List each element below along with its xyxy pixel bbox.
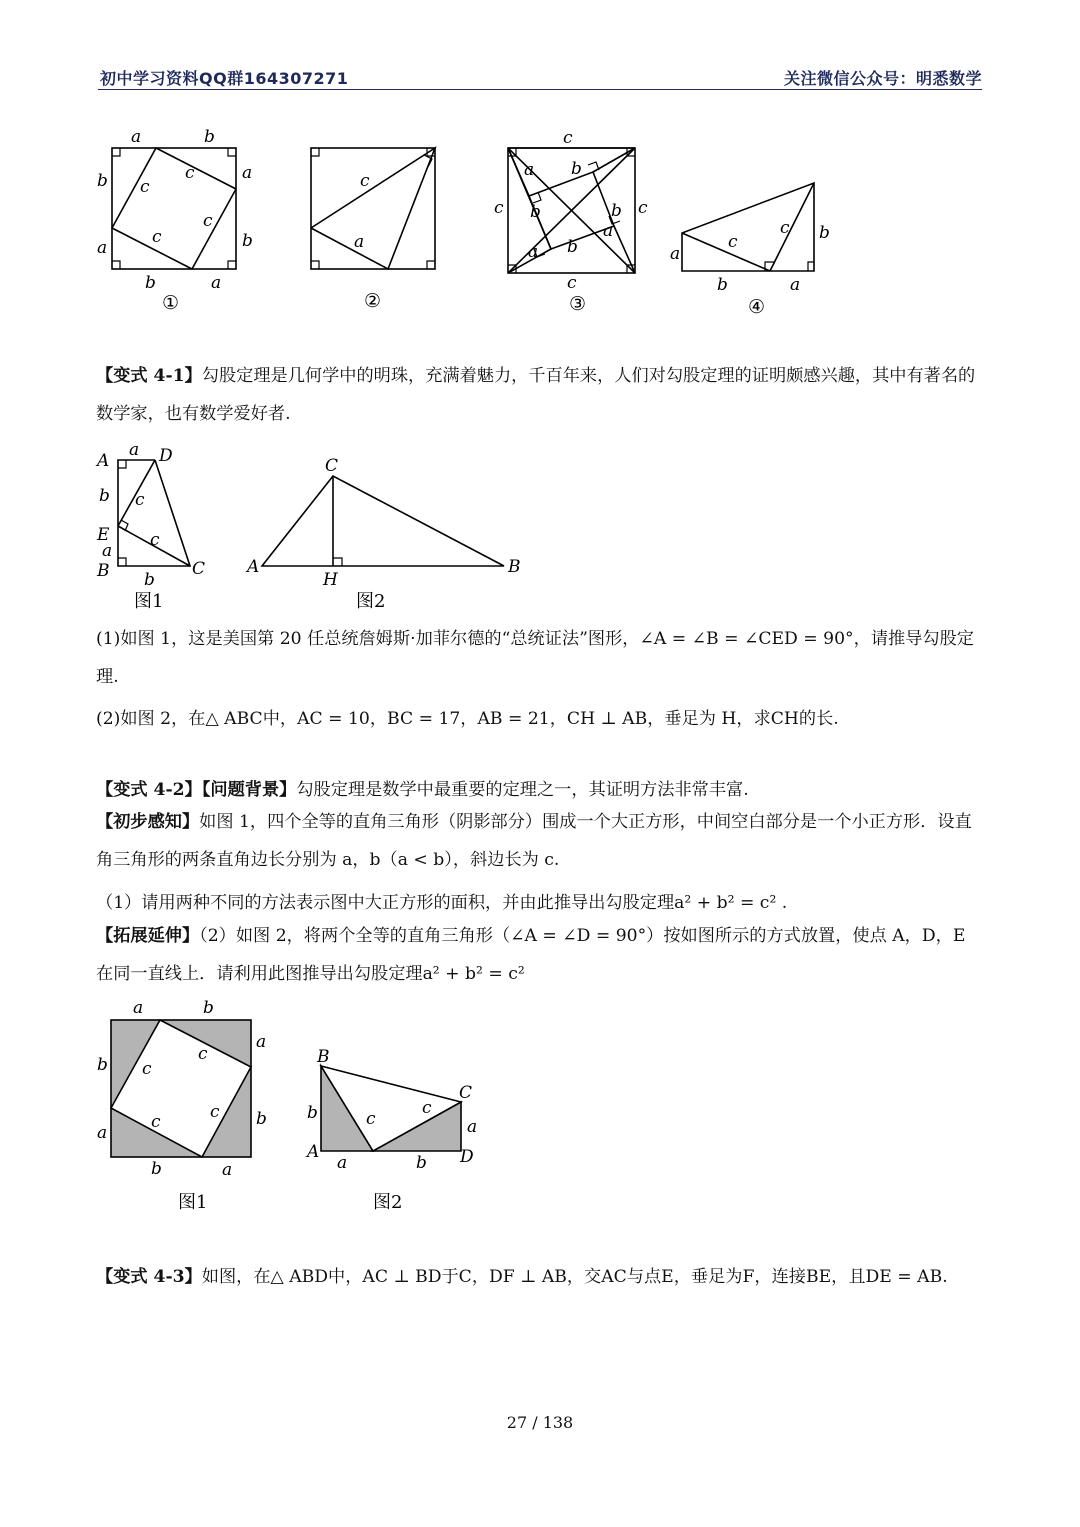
v41-f1-b-left: b — [99, 486, 110, 506]
v42-ext-text: （2）如图 2，将两个全等的直角三角形（∠A = ∠D = 90°）按如图所示的方式放置，使点 A，D，E 在同一直线上．请利用此图推导出勾股定理a² + b² = c² — [96, 926, 966, 984]
v43-text: 如图，在△ ABD中，AC ⊥ BD于C，DF ⊥ AB，交AC与点E，垂足为F，连接BE，且DE = AB. — [201, 1267, 948, 1287]
f1-label-c2: c — [185, 163, 195, 183]
v42-f2-a-bottom: a — [337, 1153, 348, 1173]
header-left: 初中学习资料QQ群164307271 — [100, 69, 349, 88]
v42-fig2-caption: 图2 — [373, 1192, 403, 1213]
v42-f1-b-right: b — [256, 1109, 267, 1129]
v41-fig1-trapezoid — [118, 460, 190, 566]
v42-tag: 【变式 4-2】 — [96, 780, 202, 800]
f4-label-a-bottom: a — [790, 275, 801, 295]
f1-label-b-right: b — [242, 231, 253, 251]
f3-label-c-right: c — [638, 198, 648, 218]
v42-f1-b-bottom: b — [151, 1159, 162, 1179]
v43-tag: 【变式 4-3】 — [96, 1267, 202, 1287]
v41-q1: (1)如图 1，这是美国第 20 任总统詹姆斯·加菲尔德的“总统证法”图形，∠A = ∠B = ∠CED = 90°，请推导勾股定理. — [96, 629, 974, 687]
v41-fig2-caption: 图2 — [356, 591, 386, 612]
fig-label-3: ③ — [569, 293, 587, 315]
f1-label-a-bottom: a — [211, 273, 222, 293]
v41-f1-B: B — [97, 561, 110, 581]
v42-bg-tag: 【问题背景】 — [201, 780, 297, 800]
f2-label-a: a — [354, 232, 365, 252]
v42-f2-D: D — [460, 1147, 474, 1167]
fig2-triangle — [311, 148, 435, 269]
v42-f2-A: A — [307, 1142, 320, 1162]
v41-f2-A: A — [247, 557, 260, 577]
v42-ext — [96, 917, 986, 993]
v41-f1-D: D — [159, 446, 173, 466]
v42-fig1-caption: 图1 — [178, 1192, 208, 1213]
v41-intro — [96, 357, 986, 433]
page-number: 27 / 138 — [506, 1413, 574, 1432]
v42-figures — [0, 990, 560, 1220]
v42-f1-c1: c — [142, 1059, 152, 1079]
f3-label-b3: b — [611, 201, 622, 221]
f1-label-a-top: a — [131, 127, 142, 147]
v42-f1-a-left: a — [97, 1123, 108, 1143]
f3-label-a3: a — [603, 221, 614, 241]
v42-f1-a-bottom: a — [222, 1160, 233, 1180]
f3-label-a1: a — [524, 160, 535, 180]
v42-f2-b-left: b — [307, 1103, 318, 1123]
v41-f1-a-left: a — [102, 541, 113, 561]
f3-label-b1: b — [571, 159, 582, 179]
f1-label-b-top: b — [204, 127, 215, 147]
f1-label-a-left: a — [97, 238, 108, 258]
v42-f2-a-right: a — [467, 1117, 478, 1137]
f2-label-c: c — [360, 171, 370, 191]
v42-q1: （1）请用两种不同的方法表示图中大正方形的面积，并由此推导出勾股定理a² + b² = c² . — [96, 893, 788, 913]
v42-f1-c3: c — [210, 1102, 220, 1122]
f4-label-c2: c — [780, 218, 790, 238]
f4-label-a-left: a — [670, 244, 681, 264]
v42-ext-tag: 【拓展延伸】 — [96, 926, 200, 946]
v41-intro-text: 勾股定理是几何学中的明珠，充满着魅力，千百年来，人们对勾股定理的证明颇感兴趣，其中有著名的数学家，也有数学爱好者. — [96, 366, 976, 424]
fig2-square — [311, 148, 435, 269]
v42-f2-b-bottom: b — [416, 1153, 427, 1173]
v41-f1-c1: c — [135, 490, 145, 510]
fig1-inner-square — [112, 148, 236, 269]
fig1-outer-square — [112, 148, 236, 269]
f3-label-b4: b — [567, 237, 578, 257]
v42-init-tag: 【初步感知】 — [96, 812, 200, 832]
v41-f1-a-top: a — [129, 440, 140, 460]
f4-label-b-bottom: b — [717, 275, 728, 295]
f3-label-a4: a — [528, 242, 539, 262]
fig-label-4: ④ — [748, 296, 766, 318]
f3-label-c-left: c — [494, 198, 504, 218]
f3-label-b2: b — [530, 202, 541, 222]
f1-label-c1: c — [140, 177, 150, 197]
v42-f1-a-top: a — [133, 998, 144, 1018]
f4-label-b-right: b — [819, 223, 830, 243]
v42-f1-c2: c — [198, 1044, 208, 1064]
f1-label-b-left: b — [97, 171, 108, 191]
v41-fig2-triangle — [262, 476, 504, 566]
v41-q2: (2)如图 2，在△ ABC中，AC = 10，BC = 17，AB = 21，CH ⊥ AB，垂足为 H，求CH的长. — [96, 709, 839, 729]
v41-fig1-caption: 图1 — [134, 591, 164, 612]
f3-label-c-bottom: c — [567, 273, 577, 293]
v41-f2-C: C — [325, 456, 339, 476]
fig-label-1: ① — [162, 292, 180, 314]
v42-f2-c2: c — [422, 1098, 432, 1118]
v42-bg — [96, 775, 986, 800]
f1-label-c3: c — [203, 211, 213, 231]
v42-bg-text: 勾股定理是数学中最重要的定理之一，其证明方法非常丰富. — [296, 780, 749, 800]
v41-figures — [0, 430, 560, 620]
v42-f1-a-right: a — [256, 1032, 267, 1052]
v42-f2-c1: c — [366, 1109, 376, 1129]
v41-f1-C: C — [192, 559, 206, 579]
v42-f1-b-top: b — [203, 998, 214, 1018]
f1-label-b-bottom: b — [145, 273, 156, 293]
v42-f2-C: C — [459, 1083, 473, 1103]
v42-init — [96, 803, 986, 879]
v41-f1-c2: c — [150, 530, 160, 550]
f1-label-c4: c — [152, 227, 162, 247]
v42-f2-B: B — [317, 1047, 330, 1067]
v43 — [96, 1262, 986, 1287]
v42-f1-b-left: b — [97, 1055, 108, 1075]
fig-label-2: ② — [364, 290, 382, 312]
f3-label-c-top: c — [563, 128, 573, 148]
f1-label-a-right: a — [242, 163, 253, 183]
v41-f2-B: B — [508, 557, 521, 577]
f4-label-c1: c — [728, 232, 738, 252]
v42-f1-c4: c — [151, 1112, 161, 1132]
v41-f1-E: E — [97, 525, 110, 545]
fig4-trapezoid — [682, 183, 814, 271]
v41-f1-b-bottom: b — [144, 570, 155, 590]
header-right: 关注微信公众号：明悉数学 — [783, 69, 982, 88]
top-figures — [0, 0, 1080, 330]
v41-f2-H: H — [323, 570, 338, 590]
v41-tag: 【变式 4-1】 — [96, 366, 202, 386]
v42-init-text: 如图 1，四个全等的直角三角形（阴影部分）围成一个大正方形，中间空白部分是一个小正方形．设直角三角形的两条直角边长分别为 a，b（a < b），斜边长为 c. — [96, 812, 972, 870]
v41-f1-A: A — [97, 451, 110, 471]
